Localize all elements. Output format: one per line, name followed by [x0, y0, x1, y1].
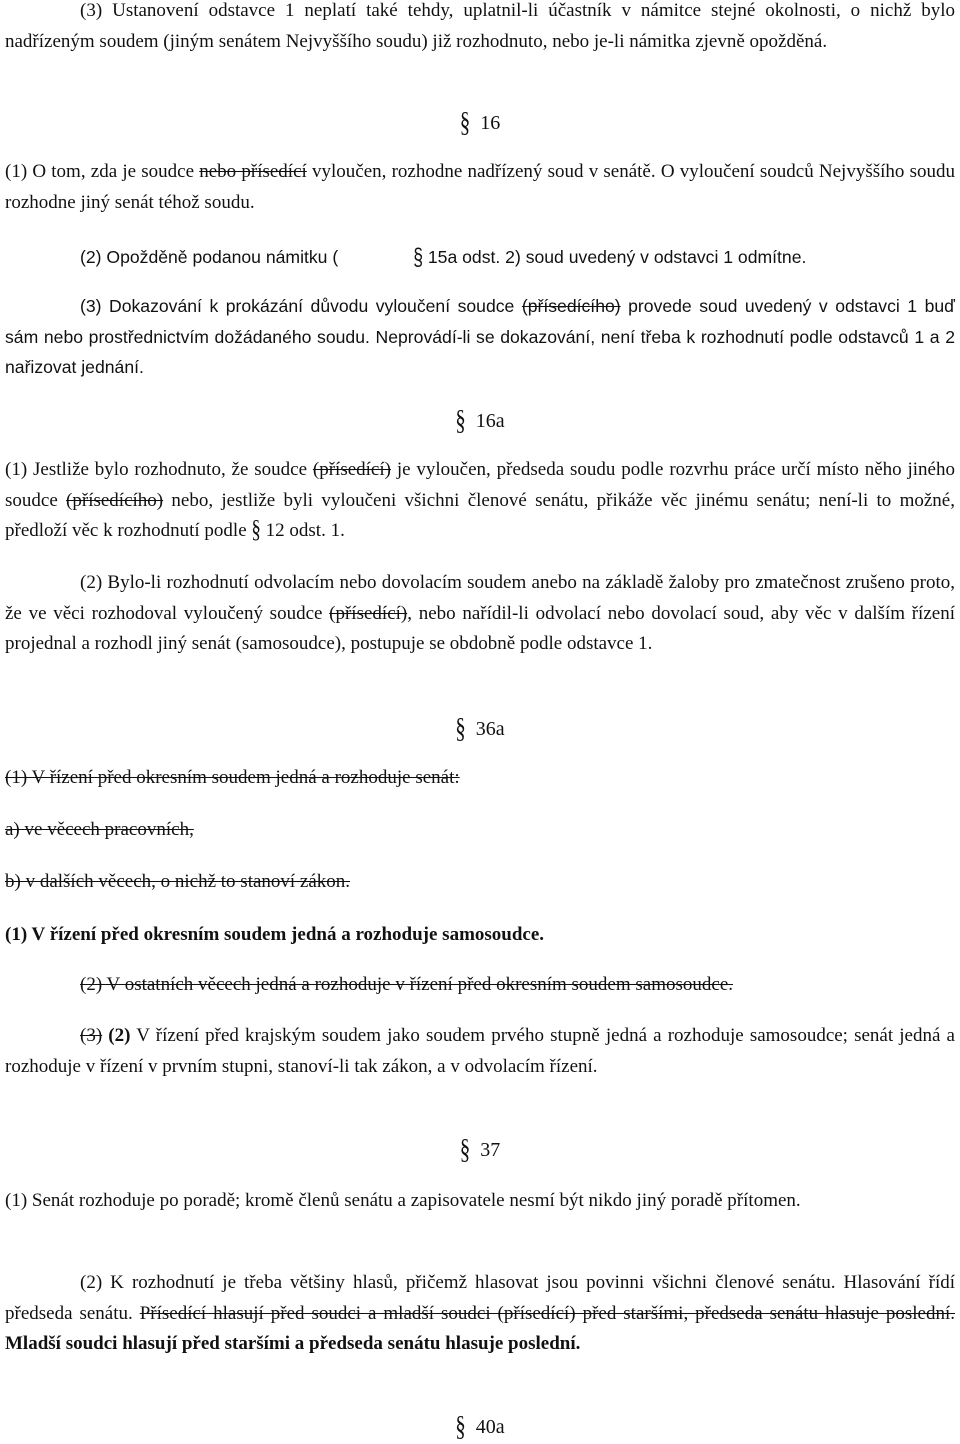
deleted-text: (přísedícího) — [521, 296, 621, 316]
text-run: (2) K rozhodnutí je třeba většiny hlasů, přičemž hlasovat jsou povinni všichni členové senátu. Hlasování řídí předseda senátu. — [5, 1272, 955, 1324]
section-symbol: § — [455, 1409, 466, 1443]
text-run: nebo, jestliže byli vyloučeni všichni členové senátu, přikáže věc jinému senátu; není-li to možné, předloží věc k rozhodnutí podle — [5, 489, 955, 541]
section-heading-36a — [380, 711, 580, 745]
deleted-text: (přísedícího) — [66, 489, 164, 511]
paragraph-37-1 — [5, 1186, 955, 1217]
section-heading-16a — [380, 403, 580, 437]
deleted-text: (3) — [80, 1025, 103, 1046]
section-number: 36a — [475, 718, 505, 740]
section-symbol: § — [455, 403, 466, 437]
text-run: (2) Opožděně podanou námitku ( — [80, 247, 339, 267]
paragraph-16a-2 — [5, 568, 955, 660]
paragraph-36a-old-a — [5, 815, 955, 846]
section-number: 37 — [480, 1139, 501, 1161]
text-run: 12 odst. 1. — [260, 520, 345, 541]
text-run: 15a odst. 2) soud uvedený v odstavci 1 odmítne. — [423, 247, 807, 267]
text-run: , nebo nařídil-li odvolací nebo dovolací soud, aby věc v dalším řízení projednal a rozhodl jiný senát (samosoudce), postupuje se obdobně podle odstavce 1. — [5, 602, 955, 654]
paragraph-37-2 — [5, 1268, 955, 1360]
section-symbol: § — [459, 1132, 471, 1166]
section-symbol: § — [455, 711, 466, 745]
deleted-text: Přísedící hlasují před soudci a mladší soudci (přísedící) před staršími, předseda senátu hlasuje poslední. — [139, 1302, 955, 1324]
section-symbol: § — [413, 243, 423, 271]
text-run: (2) Bylo-li rozhodnutí odvolacím nebo dovolacím soudem anebo na základě žaloby pro zmatečnost zrušeno proto, že ve věci rozhodoval vyloučený soudce — [5, 572, 955, 624]
paragraph-16-2 — [5, 242, 955, 273]
section-heading-40a — [380, 1409, 580, 1443]
paragraph-text: (3) Ustanovení odstavce 1 neplatí také tehdy, uplatnil-li účastník v námitce stejné okolnosti, o nichž bylo nadřízeným soudem (jiným senátem Nejvyššího soudu) již rozhodnuto, nebo je-li námitka zjevně opožděná. — [5, 0, 955, 52]
inserted-text: (1) V řízení před okresním soudem jedná a rozhoduje samosoudce. — [5, 924, 545, 945]
deleted-text: a) ve věcech pracovních, — [5, 819, 194, 840]
deleted-text: (přísedící) — [329, 602, 408, 624]
paragraph-36a-old-1 — [5, 763, 955, 794]
text-run: (1) Senát rozhoduje po poradě; kromě členů senátu a zapisovatele nesmí být nikdo jiný poradě přítomen. — [5, 1190, 801, 1211]
section-number: 16 — [480, 112, 501, 134]
paragraph-36a-2 — [5, 1021, 955, 1082]
section-symbol: § — [251, 516, 261, 545]
paragraph-36a-new-1 — [5, 920, 955, 951]
deleted-text: (2) V ostatních věcech jedná a rozhoduje v řízení před okresním soudem samosoudce. — [80, 974, 734, 995]
text-run: je vyloučen, předseda soudu podle rozvrhu práce určí místo něho jiného soudce — [5, 459, 955, 511]
text-run: (1) Jestliže bylo rozhodnuto, že soudce — [5, 459, 313, 480]
inserted-text: Mladší soudci hlasují před staršími a předseda senátu hlasuje poslední. — [5, 1333, 581, 1354]
paragraph-36a-old-b — [5, 867, 955, 898]
text-run: V řízení před krajským soudem jako soudem prvého stupně jedná a rozhoduje samosoudce; senát jedná a rozhoduje v řízení v prvním stupni, stanoví-li tak zákon, a v odvolacím řízení. — [5, 1025, 955, 1077]
deleted-text: (přísedící) — [312, 459, 391, 480]
text-run: vyloučen, rozhodne nadřízený soud v senátě. O vyloučení soudců Nejvyššího soudu rozhodne jiný senát téhož soudu. — [5, 161, 955, 213]
text-run: provede soud uvedený v odstavci 1 buď sám nebo prostřednictvím dožádaného soudu. Neprovádí-li se dokazování, není třeba k rozhodnutí podle odstavců 1 a 2 nařizovat jednání. — [5, 296, 955, 377]
inserted-text: (2) — [108, 1025, 131, 1046]
text-run: (1) O tom, zda je soudce — [5, 161, 200, 182]
deleted-text: (1) V řízení před okresním soudem jedná a rozhoduje senát: — [5, 767, 460, 788]
section-heading-37 — [380, 1132, 580, 1166]
paragraph-16-1 — [5, 157, 955, 218]
text-run: (3) Dokazování k prokázání důvodu vyloučení soudce — [80, 296, 522, 316]
paragraph-16a-1 — [5, 455, 955, 547]
deleted-text: nebo přísedící — [199, 161, 307, 182]
section-heading-16 — [380, 105, 580, 139]
paragraph-36a-old-2 — [5, 970, 955, 1001]
section-number: 40a — [475, 1416, 505, 1438]
section-number: 16a — [475, 410, 505, 432]
paragraph-15-3 — [5, 0, 955, 57]
deleted-text: b) v dalších věcech, o nichž to stanoví zákon. — [5, 871, 351, 892]
section-symbol: § — [459, 105, 471, 139]
paragraph-16-3 — [5, 291, 955, 383]
